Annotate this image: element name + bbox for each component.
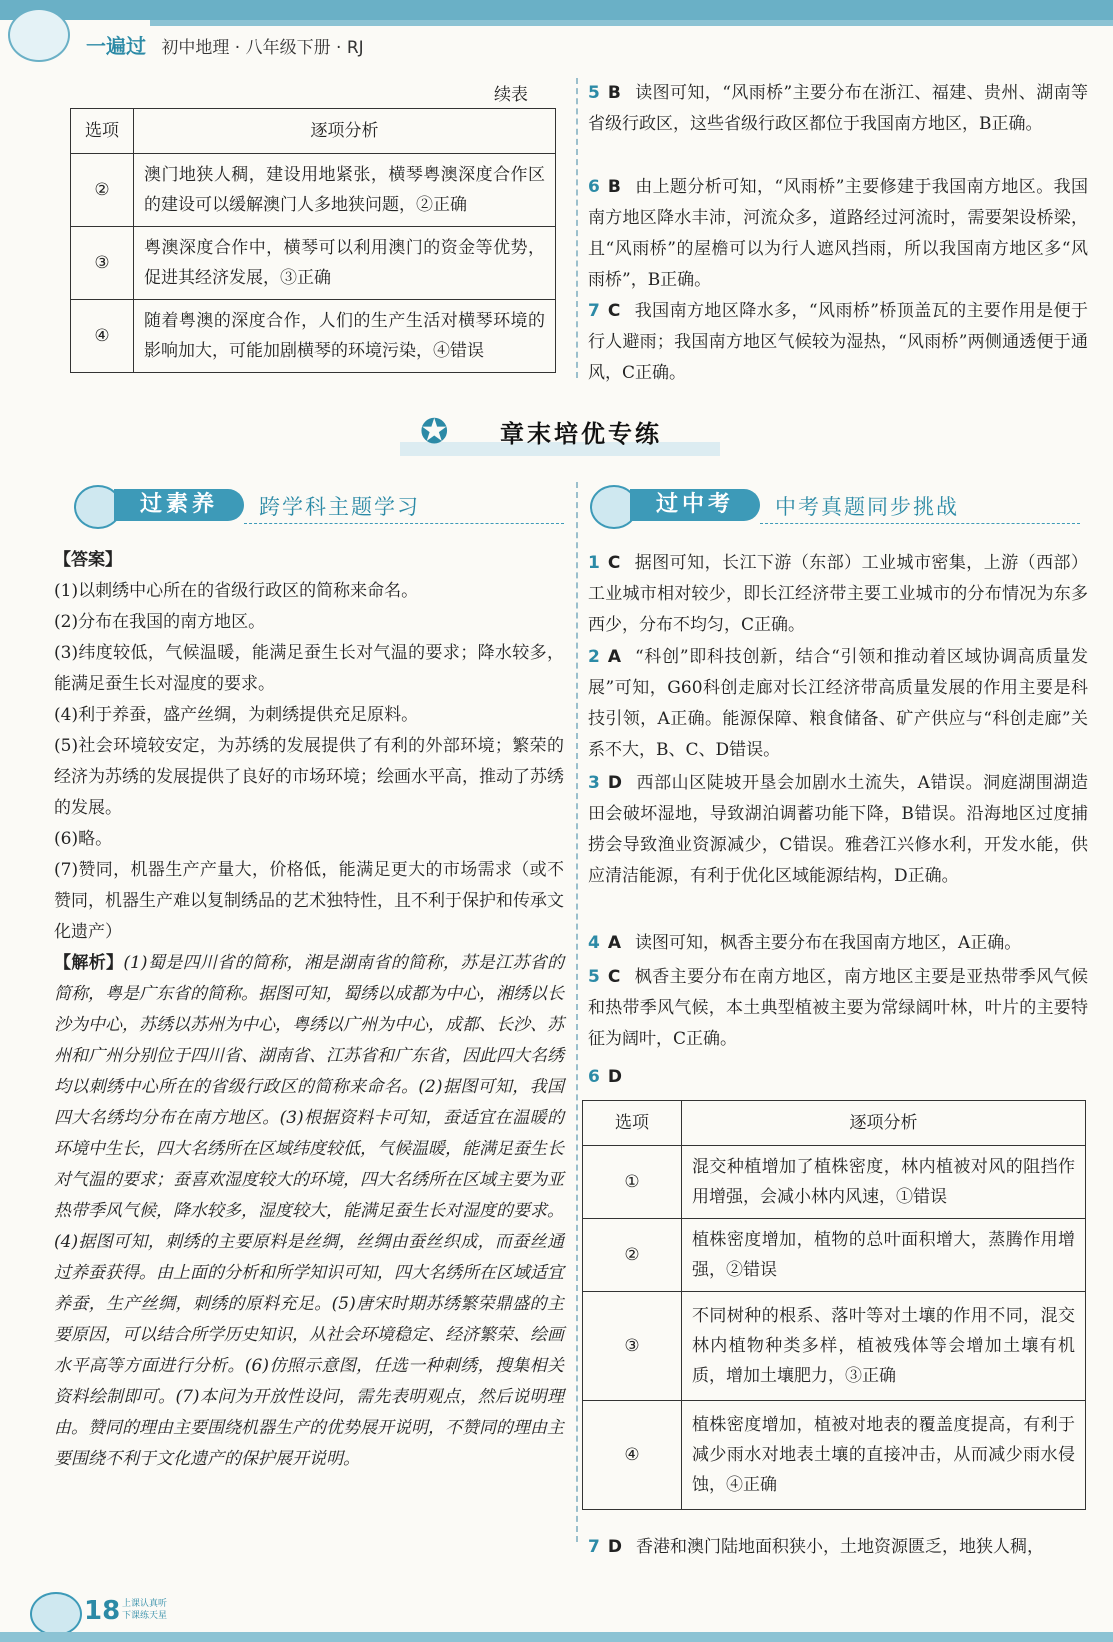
table-row [71, 154, 556, 227]
table-head-analysis: 逐项分析 [134, 109, 556, 154]
page-number: 18 [84, 1596, 121, 1626]
brand-name: 一遍过 [86, 34, 146, 58]
table-header-row [71, 109, 556, 154]
question-number: 5 [588, 967, 600, 987]
answer-letter: C [607, 967, 621, 987]
mascot-logo-icon [8, 8, 70, 62]
answer-item [588, 642, 1088, 766]
column-divider [576, 482, 578, 1542]
table-head-option: 选项 [71, 109, 134, 154]
section-header-right [590, 485, 1090, 525]
table-option: ② [71, 154, 134, 227]
table-row [583, 1146, 1086, 1219]
answer-line: (7)赞同，机器生产产量大，价格低，能满足更大的市场需求（或不赞同，机器生产难以复制绣品的艺术独特性，且不利于保护和传承文化遗产） [54, 860, 564, 942]
page-header [0, 0, 1113, 62]
answer-letter: A [607, 933, 622, 953]
star-icon: ✪ [420, 412, 449, 452]
header-band-secondary [150, 20, 1113, 26]
answer-letter: A [607, 647, 622, 667]
table-row [71, 300, 556, 373]
answer-letter: B [607, 83, 621, 103]
question-number: 6 [588, 1067, 600, 1087]
table-analysis: 随着粤澳的深度合作，人们的生产生活对横琴环境的影响加大，可能加剧横琴的环境污染，④错误 [134, 300, 556, 373]
header-title [86, 30, 364, 59]
question-number: 7 [588, 1537, 600, 1557]
table-option: ④ [583, 1401, 682, 1510]
answer-line: (4)利于养蚕，盛产丝绸，为刺绣提供充足原料。 [54, 705, 419, 725]
question-number: 3 [588, 773, 600, 793]
answer-text: 据图可知，长江下游（东部）工业城市密集，上游（西部）工业城市相对较少，即长江经济带主要工业城市的分布情况为东多西少，分布不均匀，C正确。 [588, 553, 1088, 635]
chapter-title [400, 412, 720, 456]
answer-line: (3)纬度较低，气候温暖，能满足蚕生长对气温的要求；降水较多，能满足蚕生长对湿度的要求。 [54, 643, 564, 694]
table-analysis: 澳门地狭人稠，建设用地紧张，横琴粤澳深度合作区的建设可以缓解澳门人多地狭问题，②正确 [134, 154, 556, 227]
answer-letter: D [607, 773, 622, 793]
table-option: ① [583, 1146, 682, 1219]
answer-line: (2)分布在我国的南方地区。 [54, 612, 266, 632]
answer-line: (1)以刺绣中心所在的省级行政区的简称来命名。 [54, 581, 419, 601]
answer-letter: C [607, 301, 621, 321]
answer-item [588, 296, 1088, 389]
table-option: ④ [71, 300, 134, 373]
top-left-table [70, 108, 556, 373]
section-rule [760, 523, 1080, 524]
table-row [583, 1401, 1086, 1510]
question-number: 7 [588, 301, 600, 321]
analysis-paragraph [54, 948, 564, 1475]
table-row [583, 1292, 1086, 1401]
table-analysis: 植株密度增加，植物的总叶面积增大，蒸腾作用增强，②错误 [682, 1219, 1086, 1292]
answer-text: 由上题分析可知，“风雨桥”主要修建于我国南方地区。我国南方地区降水丰沛，河流众多，道路经过河流时，需要架设桥梁，且“风雨桥”的屋檐可以为行人遮风挡雨，所以我国南方地区多“风雨桥”，B正确。 [588, 177, 1088, 290]
footer-tagline [122, 1598, 167, 1622]
tagline-line: 下课练天星 [122, 1611, 168, 1621]
analysis-text: (1)蜀是四川省的简称，湘是湖南省的简称，苏是江苏省的简称，粤是广东省的简称。据图可知，蜀绣以成都为中心，湘绣以长沙为中心，苏绣以苏州为中心，粤绣以广州为中心，成都、长沙、苏州和广州分别位于四川省、湖南省、江苏省和广东省，因此四大名绣均以刺绣中心所在的省级行政区的简称来命名。(2)据图可知，我国四大名绣均分布在南方地区。(3)根据资料卡可知，蚕适宜在温暖的环境中生长，四大名绣所在区域纬度较低，气候温暖，能满足蚕生长对气温的要求；蚕喜欢湿度较大的环境，四大名绣所在区域主要为亚热带季风气候，降水较多，湿度较大，能满足蚕生长对湿度的要求。(4)据图可知，刺绣的主要原料是丝绸，丝绸由蚕丝织成，而蚕丝通过养蚕获得。由上面的分析和所学知识可知，四大名绣所在区域适宜养蚕，生产丝绸，刺绣的原料充足。(5)唐宋时期苏绣繁荣鼎盛的主要原因，可以结合所学历史知识，从社会环境稳定、经济繁荣、绘画水平高等方面进行分析。(6)仿照示意图，任选一种刺绣，搜集相关资料绘制即可。(7)本问为开放性设问，需先表明观点，然后说明理由。赞同的理由主要围绕机器生产的优势展开说明，不赞同的理由主要围绕不利于文化遗产的保护展开说明。 [54, 953, 564, 1469]
page-footer [0, 1588, 1113, 1642]
question-number: 4 [588, 933, 600, 953]
answer-letter: C [607, 553, 621, 573]
tagline-line: 上课认真听 [122, 1599, 168, 1609]
section-pill: 过中考 [630, 489, 760, 521]
section-subtitle: 中考真题同步挑战 [775, 495, 959, 519]
table-option: ② [583, 1219, 682, 1292]
answer-text: 读图可知，枫香主要分布在我国南方地区，A正确。 [635, 933, 1022, 953]
answer-block [54, 545, 564, 1475]
section-rule [244, 523, 564, 524]
answer-letter: D [607, 1537, 622, 1557]
answer-letter: B [607, 177, 621, 197]
header-band [0, 0, 1113, 20]
table-analysis: 植株密度增加，植被对地表的覆盖度提高，有利于减少雨水对地表土壤的直接冲击，从而减少雨水侵蚀，④正确 [682, 1401, 1086, 1510]
answer-text: 香港和澳门陆地面积狭小，土地资源匮乏，地狭人稠， [635, 1537, 1044, 1557]
answer-text: 我国南方地区降水多，“风雨桥”桥顶盖瓦的主要作用是便于行人避雨；我国南方地区气候较为湿热，“风雨桥”两侧通透便于通风，C正确。 [588, 301, 1088, 383]
mascot-icon [30, 1592, 82, 1636]
answer-text: 枫香主要分布在南方地区，南方地区主要是亚热带季风气候和热带季风气候，本土典型植被主要为常绿阔叶林，叶片的主要特征为阔叶，C正确。 [588, 967, 1088, 1049]
table-row [583, 1219, 1086, 1292]
question-number: 1 [588, 553, 600, 573]
answer-text: “科创”即科技创新，结合“引领和推动着区域协调高质量发展”可知，G60科创走廊对长江经济带高质量发展的作用主要是科技引领，A正确。能源保障、粮食储备、矿产供应与“科创走廊”关系不大，B、C、D错误。 [588, 647, 1088, 760]
table-analysis: 不同树种的根系、落叶等对土壤的作用不同，混交林内植物种类多样，植被残体等会增加土壤有机质，增加土壤肥力，③正确 [682, 1292, 1086, 1401]
right-table [582, 1100, 1086, 1510]
table-row [71, 227, 556, 300]
section-header-left [74, 485, 574, 525]
answer-line: (5)社会环境较安定，为苏绣的发展提供了有利的外部环境；繁荣的经济为苏绣的发展提供了良好的市场环境；绘画水平高，推动了苏绣的发展。 [54, 736, 564, 818]
book-subject: 初中地理 · 八年级下册 · RJ [161, 38, 364, 58]
answer-item [588, 768, 1088, 892]
answer-item [588, 928, 1088, 959]
section-subtitle: 跨学科主题学习 [259, 495, 420, 519]
question-number: 2 [588, 647, 600, 667]
table-head-analysis: 逐项分析 [682, 1101, 1086, 1146]
question-number: 5 [588, 83, 600, 103]
answer-item [588, 1062, 1088, 1093]
continued-label: 续表 [494, 85, 528, 105]
analysis-label: 【解析】 [54, 953, 124, 973]
table-analysis: 混交种植增加了植株密度，林内植被对风的阻挡作用增强，会减小林内风速，①错误 [682, 1146, 1086, 1219]
table-option: ③ [71, 227, 134, 300]
table-analysis: 粤澳深度合作中，横琴可以利用澳门的资金等优势，促进其经济发展，③正确 [134, 227, 556, 300]
column-divider [576, 78, 578, 378]
answer-item [588, 1532, 1088, 1563]
answer-line: (6)略。 [54, 829, 113, 849]
section-pill: 过素养 [114, 489, 244, 521]
chapter-title-text: 章末培优专练 [500, 420, 662, 448]
answer-item [588, 172, 1088, 296]
table-head-option: 选项 [583, 1101, 682, 1146]
answer-item [588, 78, 1088, 140]
footer-band [0, 1632, 1113, 1642]
answer-item [588, 962, 1088, 1055]
answer-label: 【答案】 [54, 550, 122, 570]
table-header-row [583, 1101, 1086, 1146]
table-option: ③ [583, 1292, 682, 1401]
answer-text: 西部山区陡坡开垦会加剧水土流失，A错误。洞庭湖围湖造田会破坏湿地，导致湖泊调蓄功能下降，B错误。沿海地区过度捕捞会导致渔业资源减少，C错误。雅砻江兴修水利，开发水能，供应清洁能源，有利于优化区域能源结构，D正确。 [588, 773, 1088, 886]
answer-item [588, 548, 1088, 641]
answer-letter: D [607, 1067, 622, 1087]
question-number: 6 [588, 177, 600, 197]
answer-text: 读图可知，“风雨桥”主要分布在浙江、福建、贵州、湖南等省级行政区，这些省级行政区都位于我国南方地区，B正确。 [588, 83, 1088, 134]
